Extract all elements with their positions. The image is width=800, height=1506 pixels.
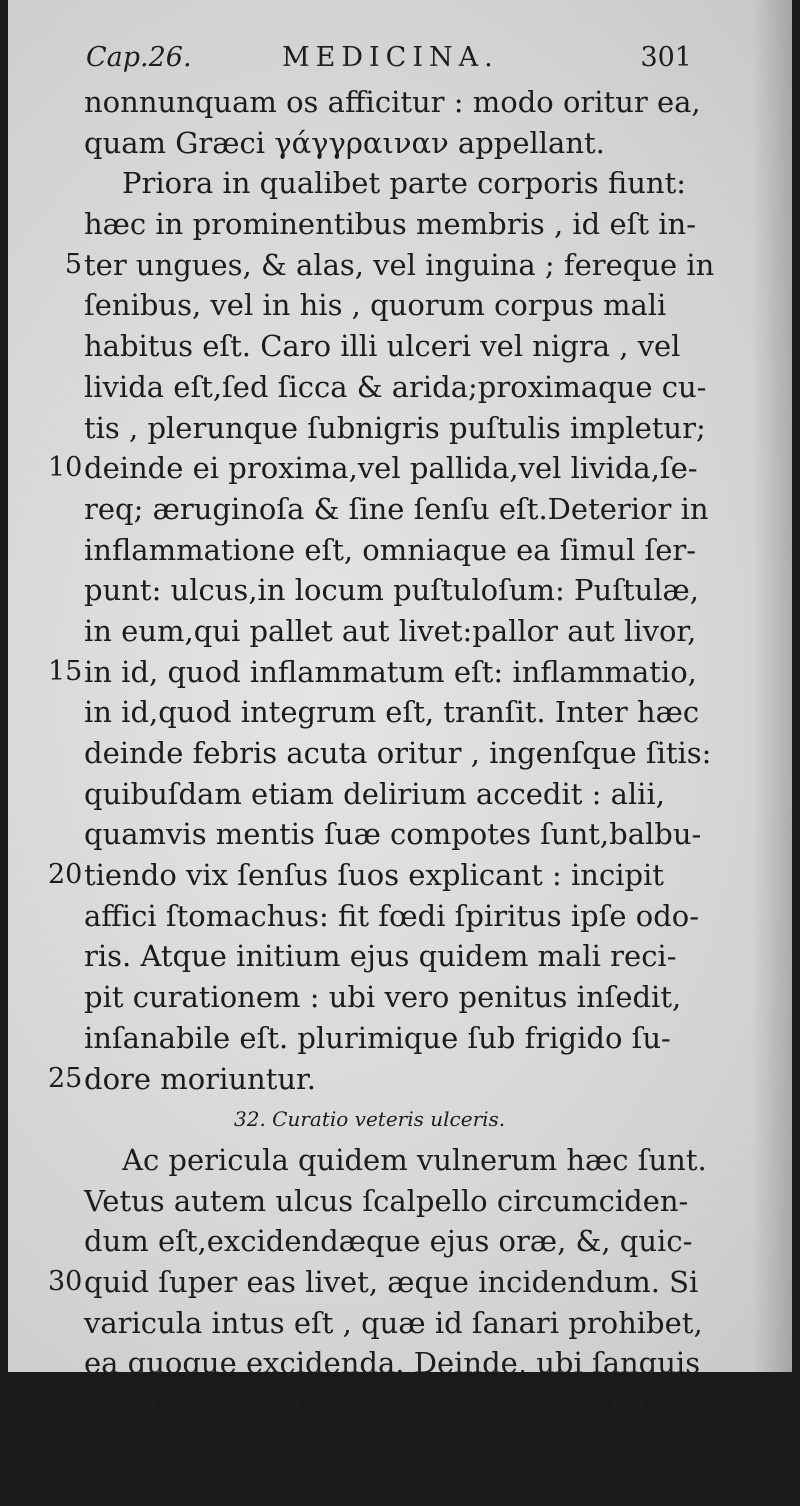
line-text: tis , plerunque ſubnigris puſtulis impletur; xyxy=(84,410,706,445)
text-line xyxy=(8,367,708,408)
line-text: nonnunquam os afficitur : modo oritur ea, xyxy=(84,85,701,119)
line-number: 30 xyxy=(48,1265,83,1297)
text-line xyxy=(8,570,708,611)
text-line xyxy=(8,1181,708,1222)
line-text: in eum,qui pallet aut livet:pallor aut livor, xyxy=(84,613,697,648)
line-text: deinde febris acuta oritur , ingenſque ſitis: xyxy=(84,736,712,770)
line-text: dum eſt,excidendæque ejus oræ, &, quic- xyxy=(84,1224,693,1259)
line-text: neri- xyxy=(627,1468,696,1503)
section-heading xyxy=(8,1099,708,1140)
text-line xyxy=(8,163,708,204)
running-title: MEDICINA. xyxy=(282,42,499,73)
text-line xyxy=(8,977,708,1018)
text-line xyxy=(8,611,708,652)
line-text: quam Græci γάγγραιναν appellant. xyxy=(84,125,605,160)
text-line xyxy=(8,1343,708,1384)
line-number: 25 xyxy=(48,1062,83,1094)
line-text: ea quoque excidenda. Deinde, ubi ſanguis xyxy=(84,1346,701,1381)
line-text: ter ungues, & alas, vel inguina ; fereque in xyxy=(84,247,715,282)
text-line xyxy=(8,692,708,733)
text-line xyxy=(8,82,708,123)
text-line xyxy=(8,448,708,489)
text-line xyxy=(8,489,708,530)
line-text: habitus eſt. Caro illi ulceri vel nigra , vel xyxy=(84,329,681,364)
section-heading-text: 32. Curatio veteris ulceris. xyxy=(234,1107,506,1132)
line-text: ris. Atque initium ejus quidem mali reci- xyxy=(84,939,677,974)
line-text: Vetus autem ulcus ſcalpello circumciden- xyxy=(84,1183,689,1218)
line-number: 20 xyxy=(48,859,83,891)
chapter-label: Cap.26. xyxy=(86,42,192,73)
line-text: affici ſtomachus: fit fœdi ſpiritus ipſe odo- xyxy=(84,898,700,933)
line-text: req; æruginoſa & ſine ſenſu eſt.Deterior in xyxy=(84,491,709,526)
text-line xyxy=(8,733,712,774)
line-text: Ac pericula quidem vulnerum hæc ſunt. xyxy=(122,1142,707,1177)
line-text: emiſſus, novatumque vulnus eſt, eadem xyxy=(84,1387,665,1421)
line-text: punt: ulcus,in locum puſtuloſum: Puſtulæ, xyxy=(84,573,700,608)
line-text: tiendo vix ſenſus ſuos explicant : incipit xyxy=(84,858,664,893)
text-line xyxy=(8,1140,708,1181)
line-text: pit curationem : ubi vero penitus inſedit, xyxy=(84,980,682,1015)
text-line xyxy=(8,204,708,245)
text-line xyxy=(8,855,708,896)
line-text: Priora in qualibet parte corporis fiunt: xyxy=(122,166,687,201)
body-text xyxy=(8,82,715,1506)
text-line xyxy=(8,1465,708,1506)
running-header xyxy=(86,42,692,82)
line-text: inſanabile eſt. plurimique ſub frigido ſu- xyxy=(84,1020,671,1055)
text-line xyxy=(8,936,708,977)
text-line xyxy=(8,1384,708,1425)
line-number: 5 xyxy=(64,248,82,280)
text-line xyxy=(8,530,708,571)
line-number: 15 xyxy=(48,655,83,687)
line-text: in id,quod integrum eſt, tranſit. Inter hæc xyxy=(84,695,700,730)
text-line xyxy=(8,326,708,367)
line-text: dore moriuntur. xyxy=(84,1061,316,1096)
text-line xyxy=(8,1262,708,1303)
line-text: in id, quod inflammatum eſt: inflammatio, xyxy=(84,654,697,689)
text-line xyxy=(8,814,708,855)
line-number: 10 xyxy=(48,452,83,484)
text-line xyxy=(8,774,708,815)
text-line xyxy=(8,285,708,326)
book-page xyxy=(8,0,792,1503)
text-line xyxy=(8,245,715,286)
line-text: curatio adhibenda, quæ in recentibus vul- xyxy=(84,1427,701,1462)
text-line xyxy=(8,1018,708,1059)
page-gutter-shadow xyxy=(752,0,792,1372)
text-line xyxy=(8,1425,708,1466)
text-line xyxy=(8,1059,708,1100)
line-text: ſenibus, vel in his , quorum corpus mali xyxy=(84,288,667,323)
line-text: quamvis mentis ſuæ compotes ſunt,balbu- xyxy=(84,817,702,852)
text-line xyxy=(8,1303,708,1344)
line-text: livida eſt,ſed ſicca & arida;proximaque cu- xyxy=(84,369,707,404)
line-text: quibuſdam etiam delirium accedit : alii, xyxy=(84,776,665,811)
text-line xyxy=(8,896,708,937)
line-text: varicula intus eſt , quæ id ſanari prohibet, xyxy=(84,1305,703,1340)
line-text: hæc in prominentibus membris , id eſt in- xyxy=(84,207,696,242)
text-line xyxy=(8,1221,708,1262)
line-text: inflammatione eſt, omniaque ea ſimul ſer- xyxy=(84,532,697,567)
text-line xyxy=(8,123,708,164)
line-text: quid ſuper eas livet, æque incidendum. Si xyxy=(84,1264,699,1299)
line-text: deinde ei proxima,vel pallida,vel livida,ſe- xyxy=(84,451,698,486)
text-line xyxy=(8,652,708,693)
text-line xyxy=(8,408,708,449)
page-number: 301 xyxy=(640,42,692,73)
